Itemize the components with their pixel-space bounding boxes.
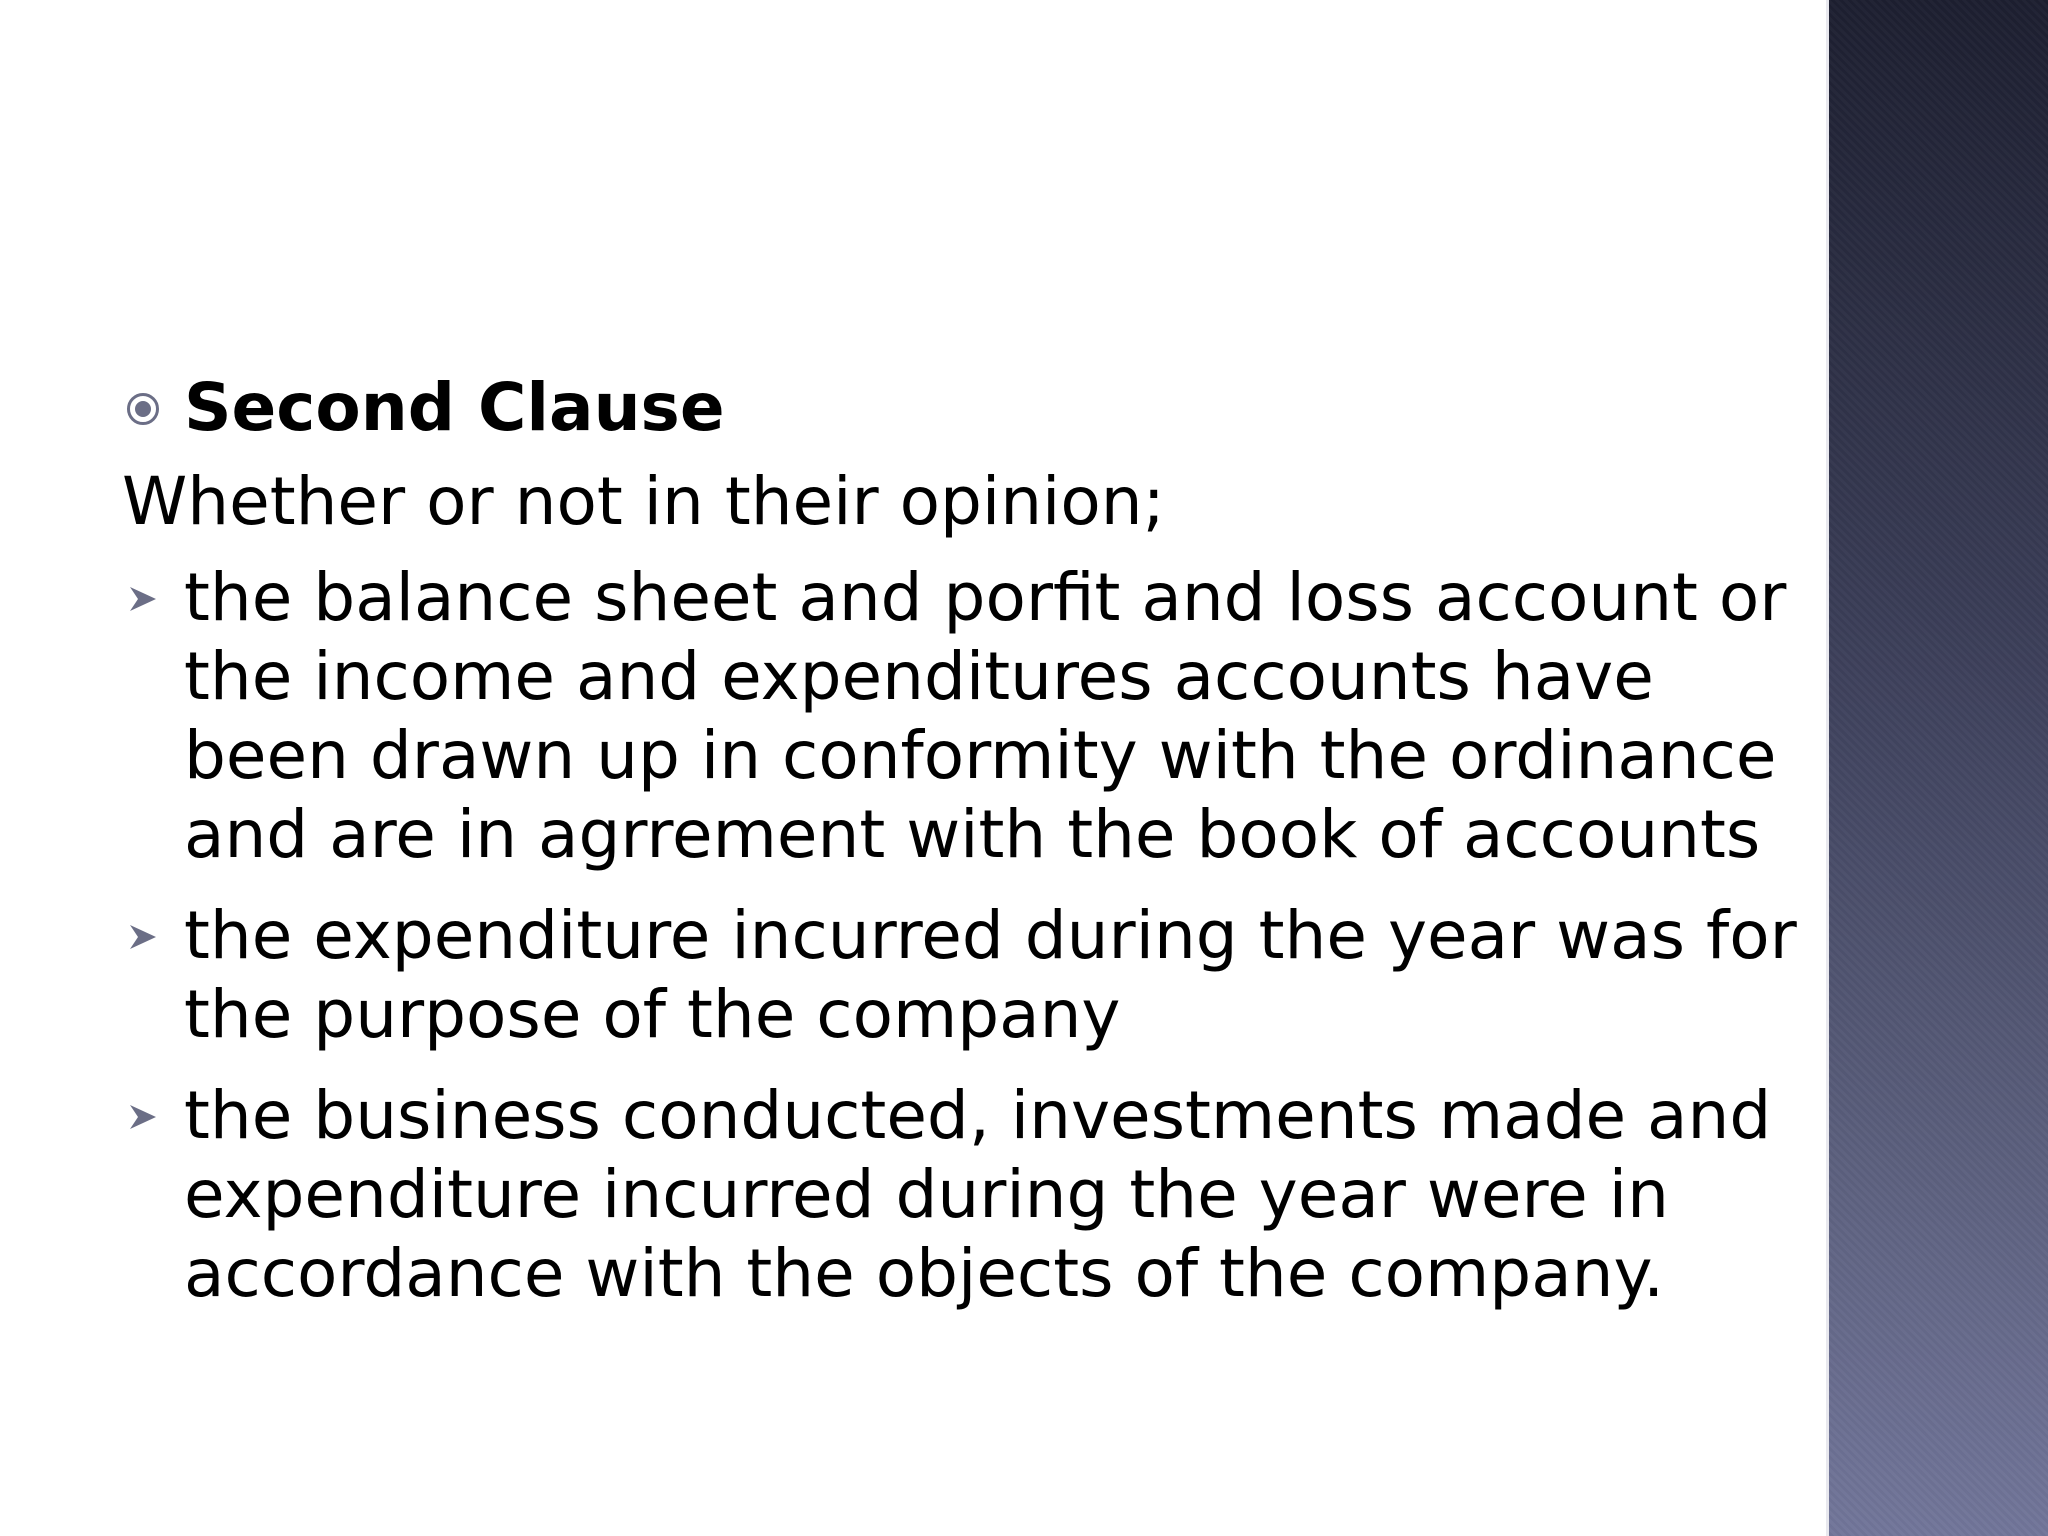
arrow-bullet-icon <box>128 585 158 613</box>
list-item <box>120 558 1810 874</box>
bullet-list <box>120 558 1810 1313</box>
arrow-bullet-icon <box>128 923 158 951</box>
intro-text: Whether or not in their opinion; <box>122 463 1165 540</box>
section-heading: Second Clause <box>184 369 725 446</box>
heading-row <box>120 368 1810 448</box>
slide-body <box>120 368 1810 1313</box>
arrow-bullet-icon <box>128 1103 158 1131</box>
radio-bullet-icon <box>126 392 160 426</box>
side-decoration-panel <box>1826 0 2048 1536</box>
list-item-text: the expenditure incurred during the year was for the purpose of the company <box>184 897 1797 1053</box>
list-item-text: the business conducted, investments made and expenditure incurred during the year were in accordance with the objects of the company. <box>184 1077 1772 1312</box>
list-item <box>120 1076 1810 1313</box>
list-item <box>120 896 1810 1054</box>
list-item-text: the balance sheet and porfit and loss account or the income and expenditures accounts have been drawn up in conformity with the ordinance and are in agrrement with the book of accounts <box>184 559 1787 873</box>
side-panel-divider <box>1826 0 1829 1536</box>
